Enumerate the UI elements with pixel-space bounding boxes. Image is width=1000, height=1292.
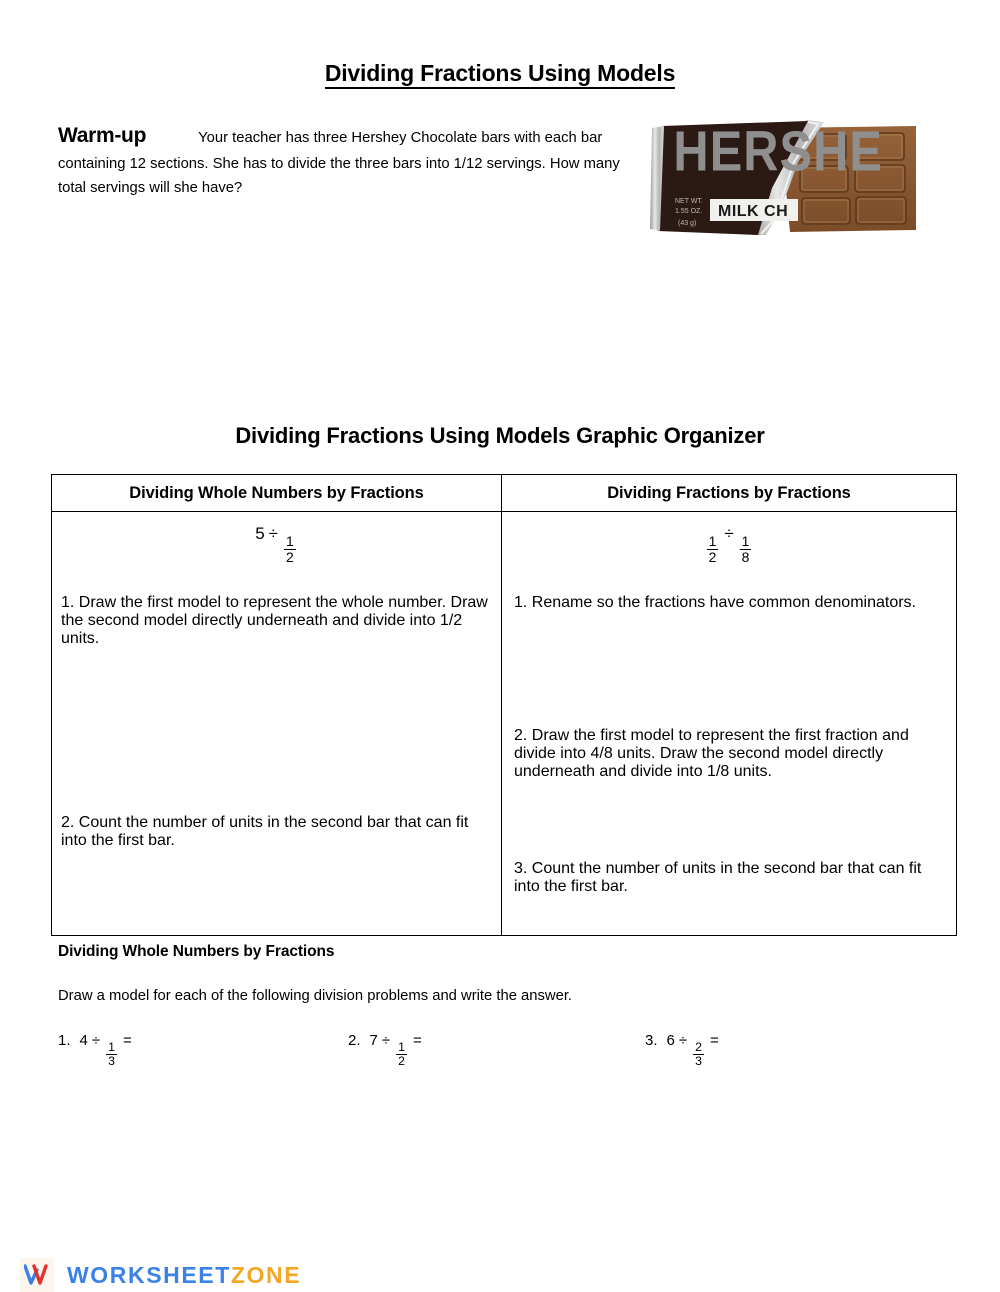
organizer-step-right-1: 1. Rename so the fractions have common denominators. — [514, 594, 916, 611]
worksheetzone-logo-icon — [20, 1258, 54, 1292]
fraction-numerator: 1 — [708, 533, 717, 550]
equals-sign: = — [412, 1032, 422, 1049]
fraction-denominator: 2 — [708, 549, 717, 565]
practice-problem-1 — [58, 1032, 132, 1068]
label-text: MILK CH — [718, 203, 789, 220]
problem-whole: 6 — [666, 1032, 675, 1049]
equals-sign: = — [709, 1032, 719, 1049]
fraction-denominator: 2 — [398, 1054, 405, 1069]
logo-secondary-text: ZONE — [230, 1261, 302, 1288]
problem-number: 2. — [348, 1032, 361, 1049]
equals-sign: = — [122, 1032, 132, 1049]
fraction-right — [740, 534, 752, 565]
division-operator: ÷ — [91, 1032, 101, 1049]
brand-text: HERSHE — [673, 120, 883, 184]
organizer-heading: Dividing Fractions Using Models Graphic Organizer — [235, 423, 765, 448]
warmup-text: Your teacher has three Hershey Chocolate bars with each bar containing 12 sections. She has to divide the three bars into 1/12 servings. How many total servings will she have? — [58, 130, 620, 196]
organizer-header-row — [52, 475, 956, 512]
organizer-body-row — [52, 512, 956, 935]
expression-whole-number: 5 — [255, 524, 265, 543]
logo-primary-text: WORKSHEET — [67, 1261, 231, 1288]
organizer-header-right: Dividing Fractions by Fractions — [607, 483, 851, 502]
page-title — [0, 60, 1000, 87]
practice-section-title: Dividing Whole Numbers by Fractions — [58, 943, 335, 960]
problem-number: 1. — [58, 1032, 71, 1049]
organizer-cell-left — [52, 512, 502, 935]
svg-text:(43 g): (43 g) — [678, 220, 697, 227]
division-operator: ÷ — [724, 524, 734, 543]
worksheetzone-footer[interactable] — [20, 1258, 301, 1292]
organizer-step-right-3: 3. Count the number of units in the second bar that can fit into the first bar. — [514, 860, 922, 895]
problem-whole: 4 — [79, 1032, 88, 1049]
fraction-left — [707, 534, 719, 565]
organizer-step-right-2: 2. Draw the first model to represent the first fraction and divide into 4/8 units. Draw the second model directly underneath and divide into 1/8 units. — [514, 727, 909, 780]
division-operator: ÷ — [268, 524, 279, 543]
expression-whole-by-fraction — [52, 512, 501, 565]
fraction-denominator: 3 — [108, 1054, 115, 1069]
warmup-section — [58, 119, 628, 201]
division-operator: ÷ — [381, 1032, 391, 1049]
fraction-denominator: 2 — [286, 549, 294, 565]
problem-whole: 7 — [369, 1032, 378, 1049]
fraction — [693, 1041, 704, 1068]
fraction-numerator: 1 — [398, 1040, 405, 1055]
organizer-step-left-2: 2. Count the number of units in the second bar that can fit into the first bar. — [61, 814, 469, 849]
hershey-bar-image — [648, 118, 920, 237]
fraction-numerator: 1 — [286, 533, 294, 550]
fraction-numerator: 1 — [108, 1040, 115, 1055]
fraction-numerator: 1 — [741, 533, 750, 550]
fraction — [396, 1041, 407, 1068]
page-title-text: Dividing Fractions Using Models — [325, 60, 675, 89]
practice-problem-2 — [348, 1032, 422, 1068]
practice-instruction: Draw a model for each of the following division problems and write the answer. — [58, 988, 573, 1004]
organizer-cell-right — [502, 512, 956, 935]
organizer-header-left: Dividing Whole Numbers by Fractions — [52, 475, 502, 511]
fraction-denominator: 3 — [695, 1054, 702, 1069]
problem-number: 3. — [645, 1032, 658, 1049]
worksheetzone-logo-text — [67, 1262, 301, 1289]
fraction — [106, 1041, 117, 1068]
expression-fraction-by-fraction — [502, 512, 956, 565]
fraction — [284, 534, 296, 565]
svg-text:1.55 OZ.: 1.55 OZ. — [675, 208, 703, 215]
practice-problem-3 — [645, 1032, 719, 1068]
division-operator: ÷ — [678, 1032, 688, 1049]
organizer-step-left-1: 1. Draw the first model to represent the whole number. Draw the second model directly underneath and divide into 1/2 units. — [61, 594, 488, 647]
fraction-denominator: 8 — [741, 549, 750, 565]
graphic-organizer-table — [51, 474, 957, 936]
warmup-label: Warm-up — [58, 124, 147, 147]
svg-text:NET WT.: NET WT. — [675, 198, 703, 205]
fraction-numerator: 2 — [695, 1040, 702, 1055]
